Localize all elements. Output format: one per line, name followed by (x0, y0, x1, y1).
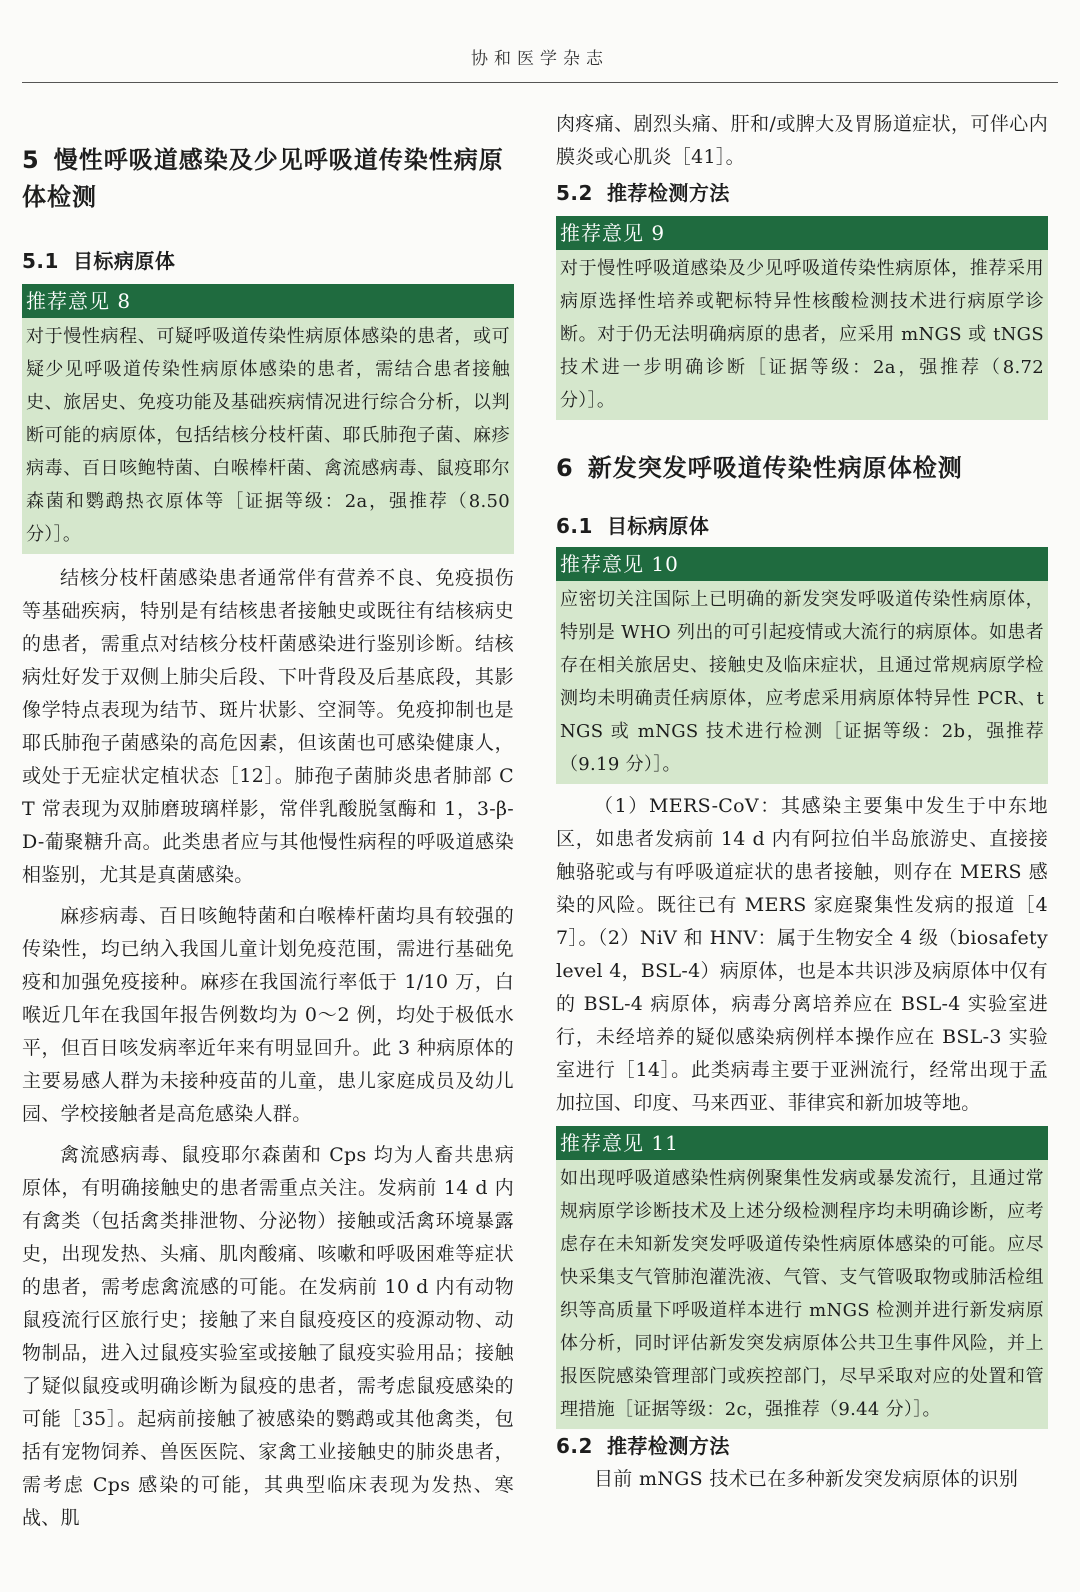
section-6-2-title: 推荐检测方法 (606, 1434, 730, 1458)
recommendation-9-box (556, 216, 1048, 420)
section-5-1-heading (22, 246, 514, 276)
right-column (556, 108, 1048, 1496)
section-5-title: 慢性呼吸道感染及少见呼吸道传染性病原体检测 (22, 146, 504, 211)
paragraph-avian-flu: 禽流感病毒、鼠疫耶尔森菌和 Cps 均为人畜共患病原体，有明确接触史的患者需重点关注。发病前 14 d 内有禽类（包括禽类排泄物、分泌物）接触或活禽环境暴露史，出现发热、头痛、肌肉酸痛、咳嗽和呼吸困难等症状的患者，需考虑禽流感的可能。在发病前 10 d 内有动物鼠疫流行区旅行史；接触了来自鼠疫疫区的疫源动物、动物制品，进入过鼠疫实验室或接触了鼠疫实验用品；接触了疑似鼠疫或明确诊断为鼠疫的患者，需考虑鼠疫感染的可能［35］。起病前接触了被感染的鹦鹉或其他禽类，包括有宠物饲养、兽医医院、家禽工业接触史的肺炎患者，需考虑 Cps 感染的可能，其典型临床表现为发热、寒战、肌 (22, 1144, 514, 1529)
recommendation-11-box (556, 1126, 1048, 1429)
section-5-number: 5 (22, 146, 40, 174)
recommendation-11-body: 如出现呼吸道感染性病例聚集性发病或暴发流行，且通过常规病原学诊断技术及上述分级检测程序均未明确诊断，应考虑存在未知新发突发呼吸道传染性病原体感染的可能。应尽快采集支气管肺泡灌洗液、气管、支气管吸取物或肺活检组织等高质量下呼吸道样本进行 mNGS 检测并进行新发病原体分析，同时评估新发突发病原体公共卫生事件风险，并上报医院感染管理部门或疾控部门，尽早采取对应的处置和管理措施［证据等级：2c，强推荐（9.44 分）］。 (560, 1168, 1044, 1420)
recommendation-10-title: 推荐意见 10 (556, 547, 1048, 581)
recommendation-9-body: 对于慢性呼吸道感染及少见呼吸道传染性病原体，推荐采用病原选择性培养或靶标特异性核酸检测技术进行病原学诊断。对于仍无法明确病原的患者，应采用 mNGS 或 tNGS 技术进一步明确诊断［证据等级：2a，强推荐（8.72 分）］。 (560, 258, 1044, 411)
section-5-2-title: 推荐检测方法 (606, 181, 730, 205)
section-5-1-number: 5.1 (22, 249, 59, 273)
section-6-2-heading (556, 1431, 1048, 1461)
left-column (22, 108, 514, 1535)
section-6-heading (556, 450, 1048, 487)
recommendation-8-box (22, 284, 514, 554)
recommendation-11-title: 推荐意见 11 (556, 1126, 1048, 1160)
recommendation-10-body: 应密切关注国际上已明确的新发突发呼吸道传染性病原体，特别是 WHO 列出的可引起疫情或大流行的病原体。如患者存在相关旅居史、接触史及临床症状，且通过常规病原学检测均未明确责任病原体，应考虑采用病原体特异性 PCR、tNGS 或 mNGS 技术进行检测［证据等级：2b，强推荐（9.19 分）］。 (560, 589, 1044, 775)
paragraph-mngs: 目前 mNGS 技术已在多种新发突发病原体的识别 (594, 1468, 1019, 1490)
section-6-1-number: 6.1 (556, 514, 593, 538)
paragraph-continued: 肉疼痛、剧烈头痛、肝和/或脾大及胃肠道症状，可伴心内膜炎或心肌炎［41］。 (556, 113, 1048, 168)
section-5-1-title: 目标病原体 (72, 249, 176, 273)
journal-header: 协和医学杂志 (471, 49, 609, 69)
section-6-title: 新发突发呼吸道传染性病原体检测 (587, 454, 963, 482)
section-5-heading (22, 142, 514, 216)
header-rule (22, 82, 1058, 83)
section-5-2-heading (556, 178, 1048, 208)
recommendation-9-title: 推荐意见 9 (556, 216, 1048, 250)
recommendation-8-title: 推荐意见 8 (22, 284, 514, 318)
section-6-2-number: 6.2 (556, 1434, 593, 1458)
section-6-number: 6 (556, 454, 574, 482)
section-6-1-title: 目标病原体 (606, 514, 710, 538)
paragraph-tb: 结核分枝杆菌感染患者通常伴有营养不良、免疫损伤等基础疾病，特别是有结核患者接触史或既往有结核病史的患者，需重点对结核分枝杆菌感染进行鉴别诊断。结核病灶好发于双侧上肺尖后段、下叶背段及后基底段，其影像学特点表现为结节、斑片状影、空洞等。免疫抑制也是耶氏肺孢子菌感染的高危因素，但该菌也可感染健康人，或处于无症状定植状态［12］。肺孢子菌肺炎患者肺部 CT 常表现为双肺磨玻璃样影，常伴乳酸脱氢酶和 1，3-β-D-葡聚糖升高。此类患者应与其他慢性病程的呼吸道感染相鉴别，尤其是真菌感染。 (22, 567, 514, 886)
paragraph-measles: 麻疹病毒、百日咳鲍特菌和白喉棒杆菌均具有较强的传染性，均已纳入我国儿童计划免疫范围，需进行基础免疫和加强免疫接种。麻疹在我国流行率低于 1/10 万，白喉近几年在我国年报告例数均为 0～2 例，均处于极低水平，但百日咳发病率近年来有明显回升。此 3 种病原体的主要易感人群为未接种疫苗的儿童，患儿家庭成员及幼儿园、学校接触者是高危感染人群。 (22, 905, 514, 1125)
paragraph-mers: （1）MERS-CoV：其感染主要集中发生于中东地区，如患者发病前 14 d 内有阿拉伯半岛旅游史、直接接触骆驼或与有呼吸道症状的患者接触，则存在 MERS 感染的风险。既往已有 MERS 家庭聚集性发病的报道［47］。（2）NiV 和 HNV：属于生物安全 4 级（biosafety level 4，BSL-4）病原体，也是本共识涉及病原体中仅有的 BSL-4 病原体，病毒分离培养应在 BSL-4 实验室进行，未经培养的疑似感染病例样本操作应在 BSL-3 实验室进行［14］。此类病毒主要于亚洲流行，经常出现于孟加拉国、印度、马来西亚、菲律宾和新加坡等地。 (556, 795, 1048, 1114)
recommendation-8-body: 对于慢性病程、可疑呼吸道传染性病原体感染的患者，或可疑少见呼吸道传染性病原体感染的患者，需结合患者接触史、旅居史、免疫功能及基础疾病情况进行综合分析，以判断可能的病原体，包括结核分枝杆菌、耶氏肺孢子菌、麻疹病毒、百日咳鲍特菌、白喉棒杆菌、禽流感病毒、鼠疫耶尔森菌和鹦鹉热衣原体等［证据等级：2a，强推荐（8.50 分）］。 (26, 326, 510, 545)
section-6-1-heading (556, 511, 1048, 541)
recommendation-10-box (556, 547, 1048, 784)
section-5-2-number: 5.2 (556, 181, 593, 205)
